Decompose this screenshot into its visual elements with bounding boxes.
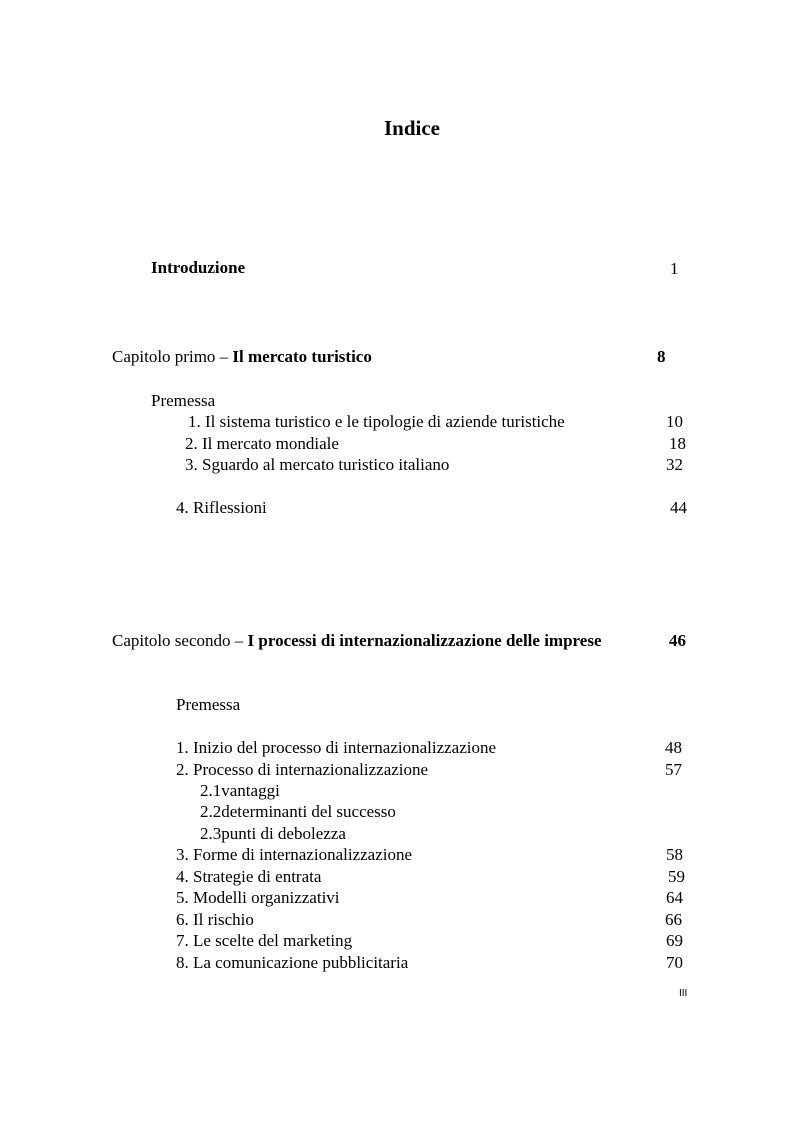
toc-entry-page: 48 <box>665 738 682 757</box>
chapter-1-page: 8 <box>657 347 666 366</box>
toc-entry: 2. Il mercato mondiale <box>185 434 339 453</box>
toc-entry-page: 59 <box>668 867 685 886</box>
toc-entry: 7. Le scelte del marketing <box>176 931 353 950</box>
chapter-2-prefix: Capitolo secondo – <box>112 631 248 650</box>
toc-entry: 3. Forme di internazionalizzazione <box>176 845 413 864</box>
toc-entry-page: 70 <box>666 953 683 972</box>
toc-entry: 6. Il rischio <box>176 910 254 929</box>
toc-entry: 5. Modelli organizzativi <box>176 888 340 907</box>
toc-entry-page: 10 <box>666 412 683 431</box>
toc-subentry: 2.1vantaggi <box>200 781 280 800</box>
chapter-1-title: Il mercato turistico <box>232 347 372 366</box>
toc-subentry: 2.2determinanti del successo <box>200 802 396 821</box>
toc-entry-page: 18 <box>669 434 686 453</box>
chapter-1-premessa: Premessa <box>151 391 216 410</box>
toc-entry-page: 69 <box>666 931 683 950</box>
toc-entry-page: 44 <box>670 498 687 517</box>
toc-entry-page: 58 <box>666 845 683 864</box>
toc-entry: 1. Il sistema turistico e le tipologie di aziende turistiche <box>188 412 565 431</box>
chapter-1-prefix: Capitolo primo – <box>112 347 233 366</box>
toc-entry-page: 57 <box>665 760 682 779</box>
toc-entry: 4. Riflessioni <box>176 498 267 517</box>
toc-entry: 2. Processo di internazionalizzazione <box>176 760 429 779</box>
toc-entry-page: 64 <box>666 888 683 907</box>
chapter-2-heading <box>112 631 602 651</box>
chapter-2-premessa: Premessa <box>176 695 241 714</box>
toc-entry: 4. Strategie di entrata <box>176 867 322 886</box>
toc-entry-introduction-page: 1 <box>670 259 679 278</box>
toc-entry-page: 32 <box>666 455 683 474</box>
page-title: Indice <box>384 116 441 140</box>
toc-entry: 3. Sguardo al mercato turistico italiano <box>185 455 450 474</box>
chapter-1-heading <box>112 347 372 367</box>
toc-entry-page: 66 <box>665 910 682 929</box>
toc-entry-introduction-label: Introduzione <box>151 258 246 277</box>
toc-entry: 8. La comunicazione pubblicitaria <box>176 953 409 972</box>
toc-subentry: 2.3punti di debolezza <box>200 824 346 843</box>
page-number: III <box>679 988 688 999</box>
chapter-2-page: 46 <box>669 631 686 650</box>
toc-entry: 1. Inizio del processo di internazionalizzazione <box>176 738 497 757</box>
chapter-2-title: I processi di internazionalizzazione delle imprese <box>247 631 602 650</box>
